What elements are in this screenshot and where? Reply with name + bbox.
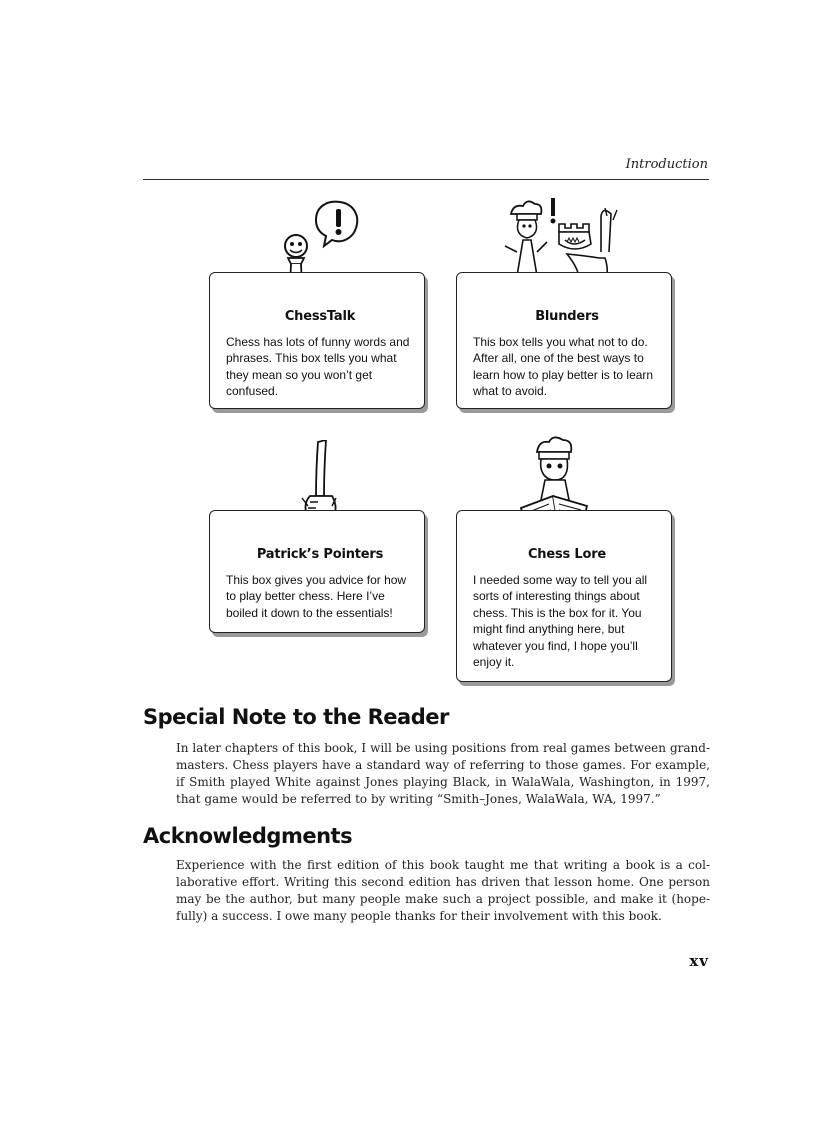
box-body: Chess has lots of funny words and phrases. This box tells you what they mean so you won’t get confused. xyxy=(226,335,410,399)
box-body: I needed some way to tell you all sorts of interesting things about chess. This is the box for it. You might find anything here, but whatever you find, I hope you’ll enjoy it. xyxy=(473,573,648,670)
patricks-pointers-box xyxy=(209,510,425,633)
box-title: Patrick’s Pointers xyxy=(256,547,384,562)
box-body: This box tells you what not to do. After all, one of the best ways to learn how to play better is to learn what to avoid. xyxy=(473,335,654,399)
special-note-body: In later chapters of this book, I will be using positions from real games between grand-masters. Chess players have a standard way of referring to those games. For example, if Smith played White against Jones playing Black, in WalaWala, Washington, in 1997, that game would be referred to by writing “Smith–Jones, WalaWala, WA, 1997.” xyxy=(176,741,710,806)
acknowledgments-body: Experience with the first edition of this book taught me that writing a book is a col-laborative effort. Writing this second edition has driven that lesson home. One person may be the author, but many people make such a project possible, and make it (hope-fully) a success. I owe many people thanks for their involvement with this book. xyxy=(176,858,710,923)
blunders-box xyxy=(456,272,672,409)
acknowledgments-heading: Acknowledgments xyxy=(143,824,353,848)
box-title: Chess Lore xyxy=(527,547,607,562)
box-title: ChessTalk xyxy=(284,309,356,324)
header-rule xyxy=(143,179,709,180)
page-number: xv xyxy=(689,952,709,970)
special-note-heading: Special Note to the Reader xyxy=(143,705,449,729)
chesstalk-box xyxy=(209,272,425,409)
chess-lore-box xyxy=(456,510,672,682)
box-body: This box gives you advice for how to play better chess. Here I’ve boiled it down to the essentials! xyxy=(226,573,407,620)
box-title: Blunders xyxy=(535,309,599,324)
running-header: Introduction xyxy=(625,157,708,172)
